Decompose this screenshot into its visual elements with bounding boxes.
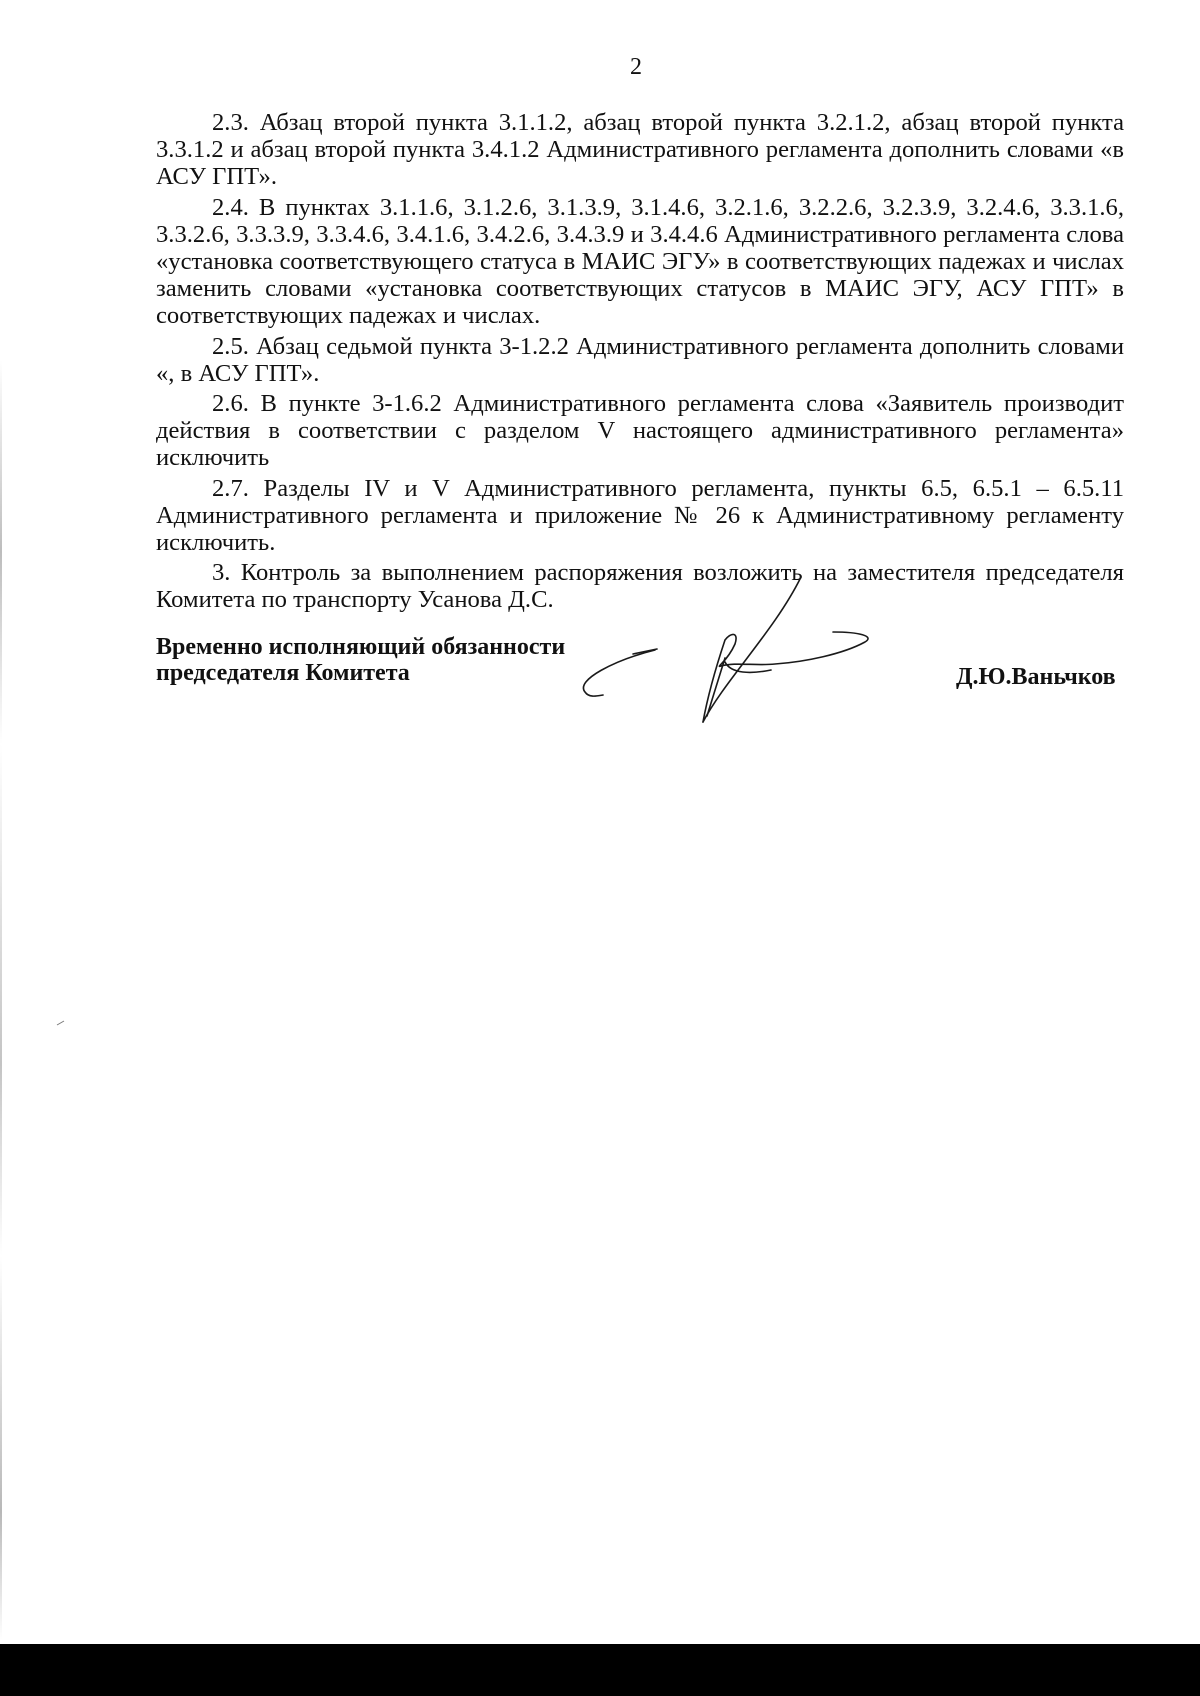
paragraph-2-4: 2.4. В пунктах 3.1.1.6, 3.1.2.6, 3.1.3.9, 3.1.4.6, 3.2.1.6, 3.2.2.6, 3.2.3.9, 3.2.4.6, 3.3.1.6, 3.3.2.6, 3.3.3.9, 3.3.4.6, 3.4.1.6, 3.4.2.6, 3.4.3.9 и 3.4.4.6 Административного регламента слова «установка соответствующего статуса в МАИС ЭГУ» в соответствующих падежах и числах заменить словами «установка соответствующих статусов в МАИС ЭГУ, АСУ ГПТ» в соответствующих падежах и числах. <box>156 193 1124 330</box>
signer-position-line-1: Временно исполняющий обязанности <box>156 634 566 660</box>
paragraph-3: 3. Контроль за выполнением распоряжения возложить на заместителя председателя Комитета по транспорту Усанова Д.С. <box>156 559 1124 614</box>
scan-speck-artifact <box>56 1020 66 1026</box>
signer-position-line-2: председателя Комитета <box>156 660 410 686</box>
handwritten-signature <box>575 570 905 730</box>
scan-edge-artifact <box>0 360 2 1640</box>
scan-bottom-border <box>0 1644 1200 1696</box>
paragraph-2-6: 2.6. В пункте 3-1.6.2 Административного регламента слова «Заявитель производит действия в соответствии с разделом V настоящего административного регламента» исключить <box>156 390 1124 472</box>
signer-name: Д.Ю.Ваньчков <box>956 664 1116 690</box>
signer-position <box>156 634 565 686</box>
page-number: 2 <box>630 54 642 80</box>
paragraph-2-5: 2.5. Абзац седьмой пункта 3-1.2.2 Административного регламента дополнить словами «, в АСУ ГПТ». <box>156 332 1124 387</box>
paragraph-2-7: 2.7. Разделы IV и V Административного регламента, пункты 6.5, 6.5.1 – 6.5.11 Административного регламента и приложение № 26 к Административному регламенту исключить. <box>156 474 1124 557</box>
document-body <box>156 109 1124 617</box>
paragraph-2-3: 2.3. Абзац второй пункта 3.1.1.2, абзац второй пункта 3.2.1.2, абзац второй пункта 3.3.1.2 и абзац второй пункта 3.4.1.2 Административного регламента дополнить словами «в АСУ ГПТ». <box>156 109 1124 191</box>
